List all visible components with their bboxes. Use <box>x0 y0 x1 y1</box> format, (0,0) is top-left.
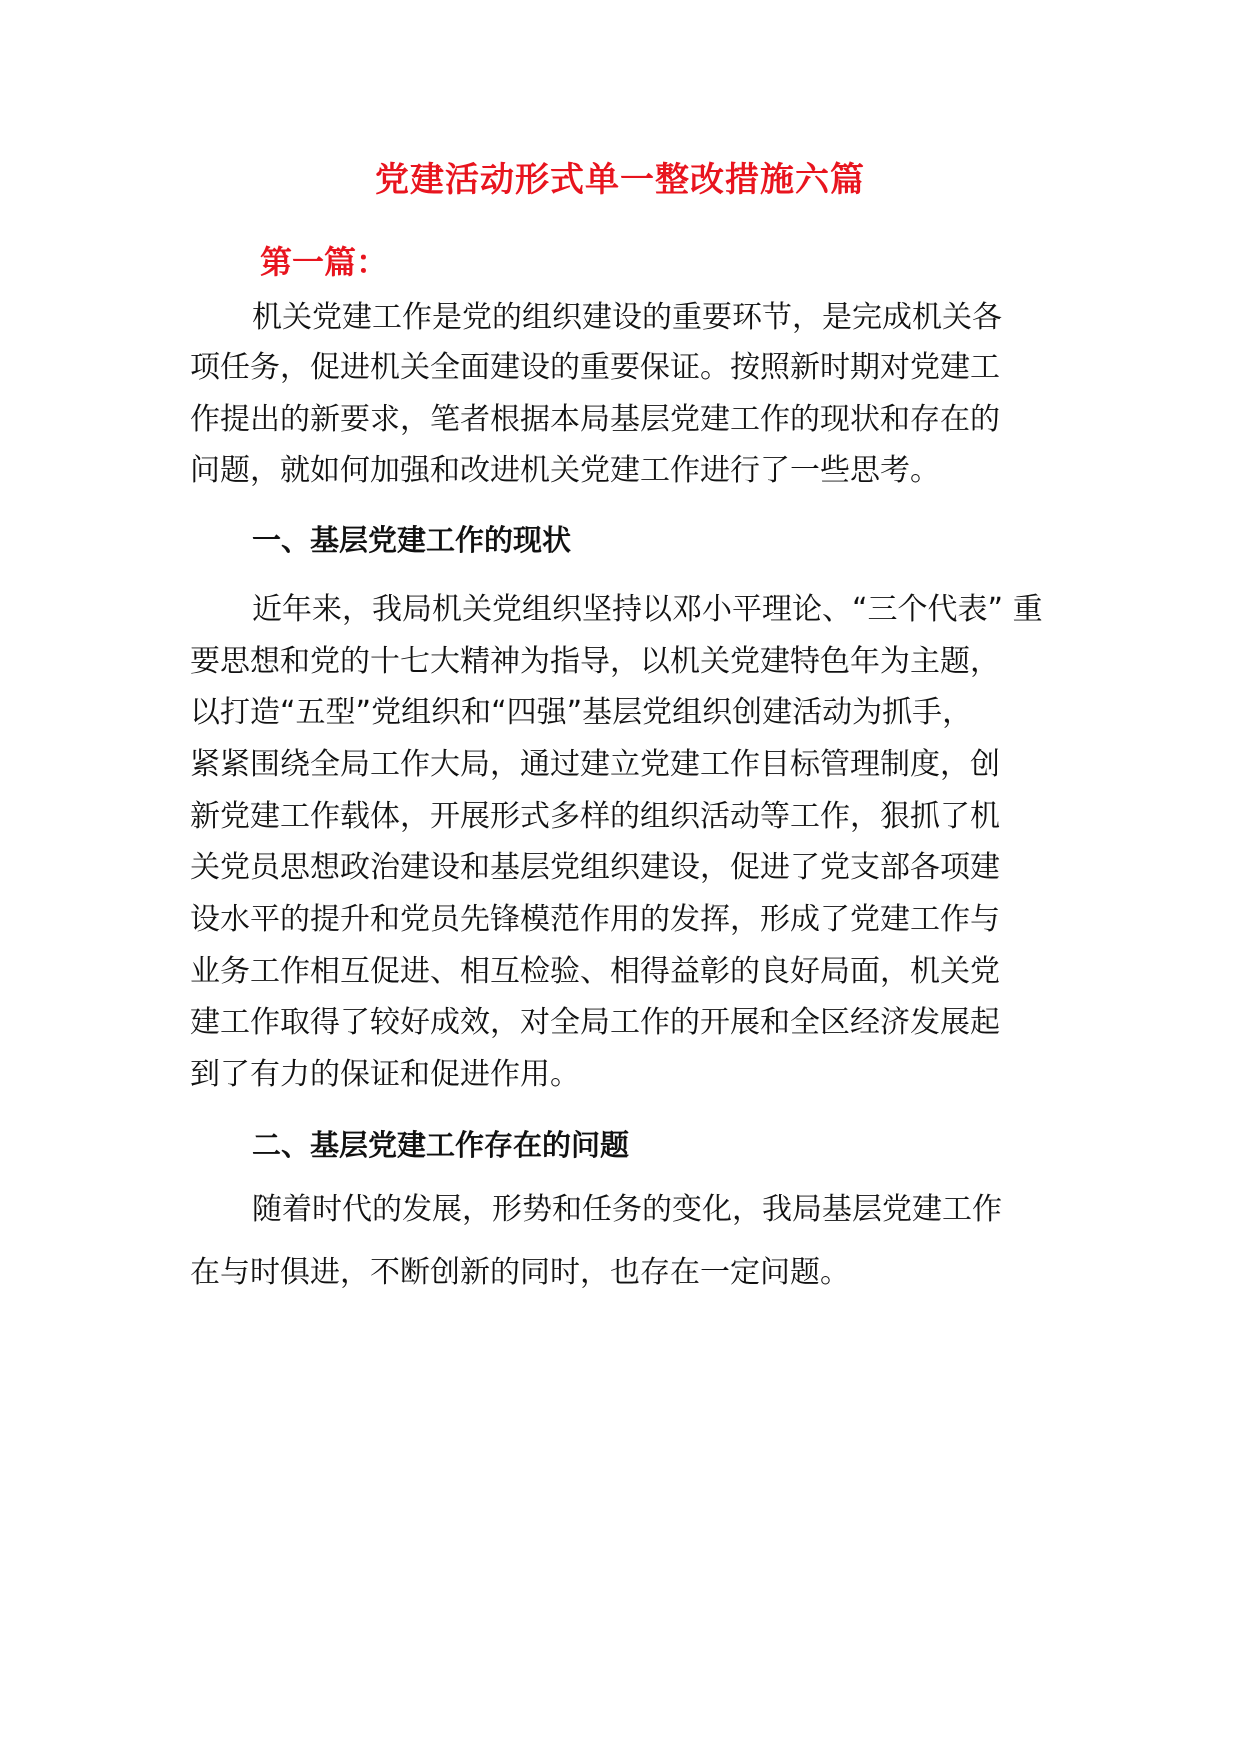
section1-line: 设水平的提升和党员先锋模范作用的发挥，形成了党建工作与 <box>190 902 1000 937</box>
section1-line: 关党员思想政治建设和基层党组织建设，促进了党支部各项建 <box>190 850 1000 885</box>
document-title: 党建活动形式单一整改措施六篇 <box>375 160 865 200</box>
section1-line: 建工作取得了较好成效，对全局工作的开展和全区经济发展起 <box>190 1005 1000 1040</box>
intro-line: 机关党建工作是党的组织建设的重要环节，是完成机关各 <box>252 300 1002 335</box>
intro-line: 项任务，促进机关全面建设的重要保证。按照新时期对党建工 <box>190 350 1000 385</box>
section1-line: 到了有力的保证和促进作用。 <box>190 1057 580 1092</box>
section1-line: 要思想和党的十七大精神为指导，以机关党建特色年为主题， <box>190 644 1000 679</box>
intro-line: 作提出的新要求，笔者根据本局基层党建工作的现状和存在的 <box>190 402 1000 437</box>
section1-line: 紧紧围绕全局工作大局，通过建立党建工作目标管理制度，创 <box>190 747 1000 782</box>
section2-line: 在与时俱进，不断创新的同时，也存在一定问题。 <box>190 1255 850 1290</box>
section2-line: 随着时代的发展，形势和任务的变化，我局基层党建工作 <box>252 1192 1002 1227</box>
section1-line: 近年来，我局机关党组织坚持以邓小平理论、“三个代表” 重 <box>252 592 1043 627</box>
section-heading: 二、基层党建工作存在的问题 <box>252 1128 630 1162</box>
intro-line: 问题，就如何加强和改进机关党建工作进行了一些思考。 <box>190 453 940 488</box>
section1-line: 业务工作相互促进、相互检验、相得益彰的良好局面，机关党 <box>190 954 1000 989</box>
section1-line: 以打造“五型”党组织和“四强”基层党组织创建活动为抓手， <box>190 695 973 730</box>
section-heading: 一、基层党建工作的现状 <box>252 523 572 557</box>
section1-line: 新党建工作载体，开展形式多样的组织活动等工作，狠抓了机 <box>190 799 1000 834</box>
part-label: 第一篇： <box>260 243 389 281</box>
